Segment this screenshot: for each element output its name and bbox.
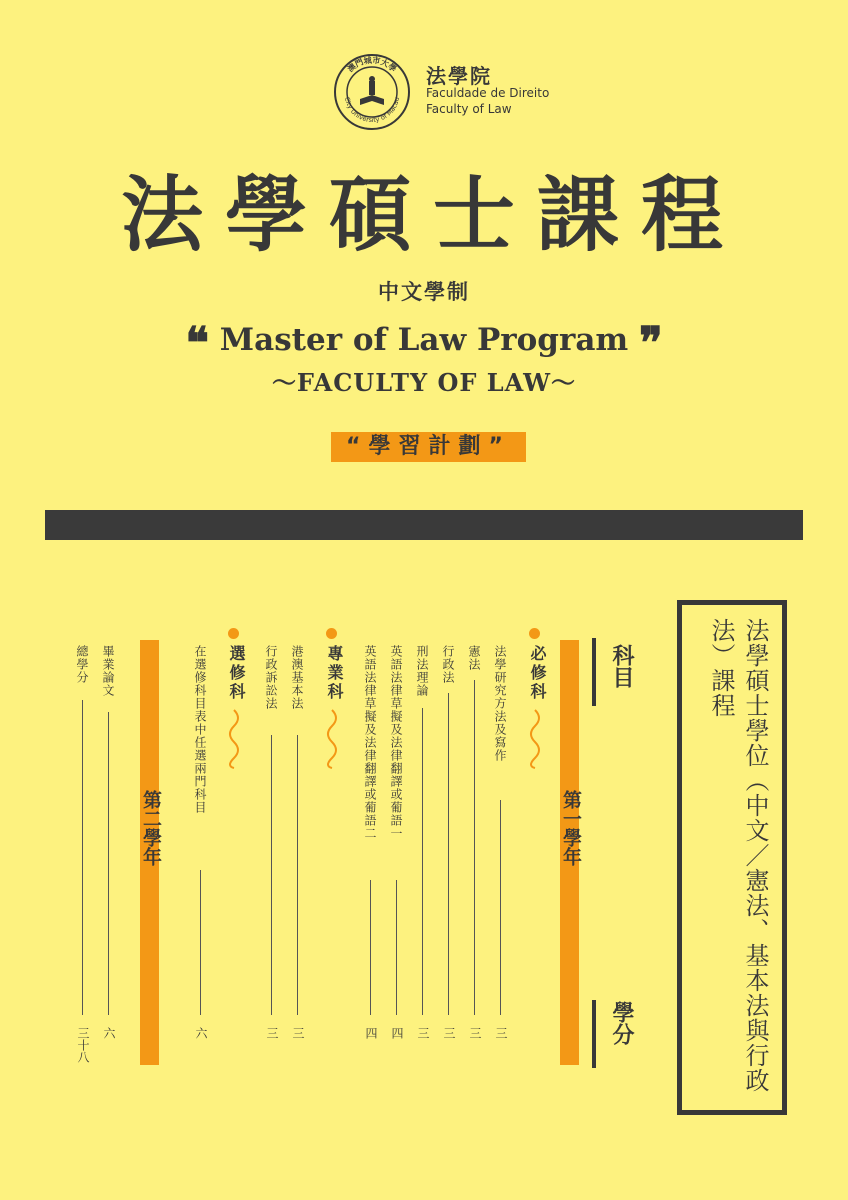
leader-line	[200, 870, 201, 1015]
course-credit: 四	[390, 1027, 404, 1039]
course-credit: 六	[194, 1027, 208, 1039]
elective-label: 選修科	[227, 645, 246, 702]
specialized-dot	[326, 628, 337, 639]
course-credit: 三	[442, 1027, 456, 1039]
leader-line	[108, 712, 109, 1015]
leader-line	[271, 735, 272, 1015]
seal-english-text: City University of Macau	[343, 96, 401, 125]
course-name: 在選修科目表中任選兩門科目	[193, 645, 207, 814]
course-name: 法學研究方法及寫作	[493, 645, 507, 762]
compulsory-dot	[529, 628, 540, 639]
leader-line	[422, 708, 423, 1015]
course-credit: 三	[265, 1027, 279, 1039]
course-credit: 四	[364, 1027, 378, 1039]
year2-label: 第二學年	[140, 790, 162, 866]
program-name-line	[0, 318, 848, 369]
leader-line	[448, 693, 449, 1015]
faculty-name-portuguese: Faculdade de Direito	[426, 86, 550, 100]
credit-heading: 學分	[609, 1001, 634, 1045]
total-credits-value: 三十八	[76, 1027, 90, 1063]
course-credit: 三	[416, 1027, 430, 1039]
course-credit: 三	[494, 1027, 508, 1039]
faculty-name-chinese: 法學院	[426, 64, 492, 88]
credit-head-bar	[592, 1000, 596, 1068]
thesis-name: 畢業論文	[101, 645, 115, 697]
subject-heading: 科目	[609, 644, 634, 688]
divider-bar	[45, 510, 803, 540]
course-name: 港澳基本法	[290, 645, 304, 710]
subtitle-chinese: 中文學制	[378, 280, 470, 304]
elective-dot	[228, 628, 239, 639]
university-seal-logo	[333, 53, 411, 131]
study-plan-label: “學習計劃”	[331, 432, 526, 462]
faculty-of-law-line: ～FACULTY OF LAW～	[271, 368, 577, 397]
leader-line	[396, 880, 397, 1015]
course-name: 行政法	[441, 645, 455, 684]
svg-text:澳門城市大學	[345, 55, 398, 74]
program-name: Master of Law Program	[219, 322, 629, 358]
course-name: 刑法理論	[415, 645, 429, 697]
seal-text: 澳門城市大學	[345, 55, 399, 74]
compulsory-wave-decoration	[522, 708, 548, 770]
leader-line	[82, 700, 83, 1015]
total-credits-label: 總學分	[75, 645, 89, 684]
leader-line	[370, 880, 371, 1015]
thesis-credit: 六	[102, 1027, 116, 1039]
specialized-wave-decoration	[319, 708, 345, 770]
elective-wave-decoration	[221, 708, 247, 770]
year1-label: 第一學年	[560, 790, 582, 866]
open-quote-mark: ❝	[185, 318, 209, 369]
leader-line	[474, 680, 475, 1015]
course-credit: 三	[291, 1027, 305, 1039]
course-name: 行政訴訟法	[264, 645, 278, 710]
specialized-label: 專業科	[325, 645, 344, 702]
leader-line	[500, 800, 501, 1015]
leader-line	[297, 735, 298, 1015]
subject-head-bar	[592, 638, 596, 706]
course-credit: 三	[468, 1027, 482, 1039]
degree-title: 法學碩士學位（中文／憲法、基本法與行政法）課程	[707, 618, 769, 1093]
compulsory-label: 必修科	[528, 645, 547, 702]
page-title: 法學碩士課程	[120, 168, 745, 263]
course-name: 憲法	[467, 645, 481, 671]
course-name: 英語法律草擬及法律翻譯或葡語一	[389, 645, 403, 840]
faculty-name-english: Faculty of Law	[426, 102, 512, 116]
close-quote-mark: ❞	[639, 318, 663, 369]
course-name: 英語法律草擬及法律翻譯或葡語二	[363, 645, 377, 840]
